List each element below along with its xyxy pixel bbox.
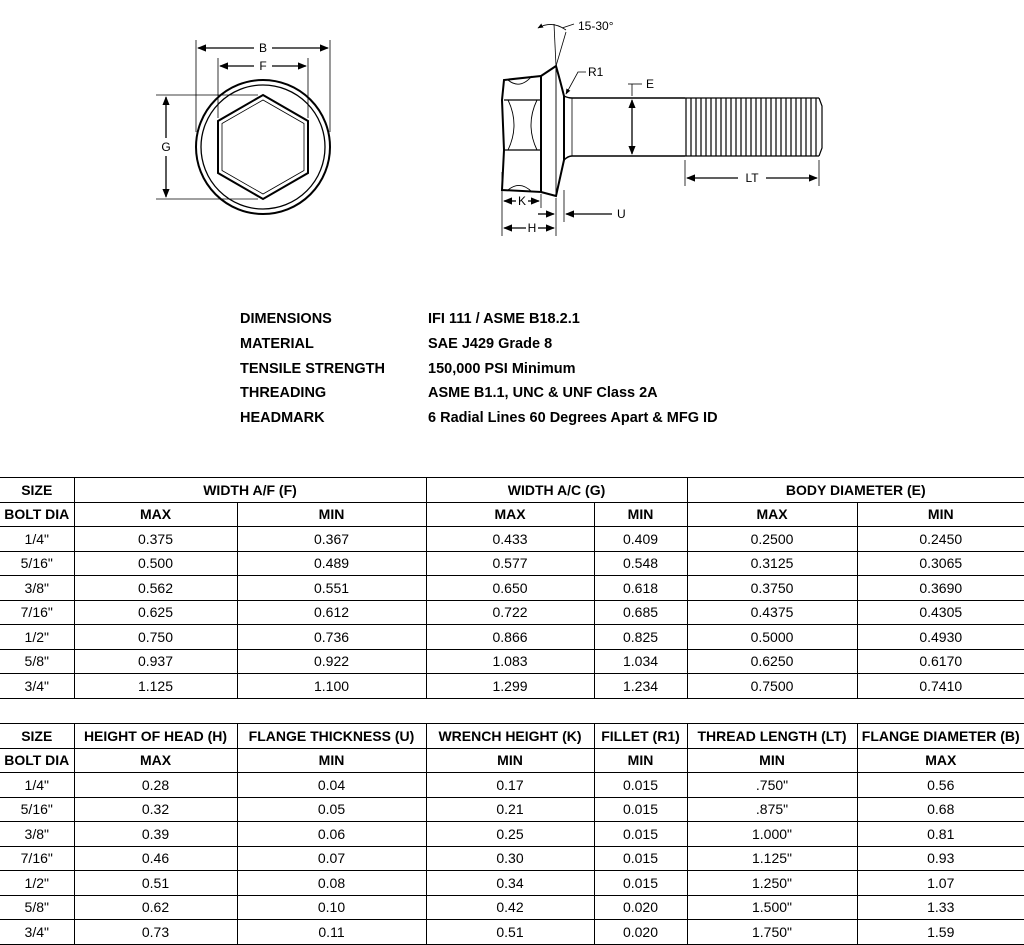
table-cell: 0.07 xyxy=(237,846,426,871)
table-cell: 1.234 xyxy=(594,674,687,699)
table-cell: 0.05 xyxy=(237,797,426,822)
sub-header-row xyxy=(0,502,1024,527)
table-cell: 0.015 xyxy=(594,797,687,822)
table-cell: 0.548 xyxy=(594,551,687,576)
label-h: H xyxy=(527,221,537,235)
table-cell: 0.625 xyxy=(74,600,237,625)
column-header: MAX xyxy=(74,502,237,527)
table-cell: 0.685 xyxy=(594,600,687,625)
table-cell: 1.750" xyxy=(687,920,857,945)
table-row xyxy=(0,576,1024,601)
label-r1: R1 xyxy=(588,65,604,79)
table-cell: 1.000" xyxy=(687,822,857,847)
group-header-row xyxy=(0,478,1024,503)
label-e: E xyxy=(646,77,655,91)
table-cell: 0.7410 xyxy=(857,674,1024,699)
table-cell: 0.34 xyxy=(426,871,594,896)
dimensions-table-head-flange xyxy=(0,723,1024,945)
table-cell: 0.500 xyxy=(74,551,237,576)
body-diameter-header: BODY DIAMETER (E) xyxy=(687,478,1024,503)
flange-bolt-diagram xyxy=(0,0,1024,300)
table-cell: 0.020 xyxy=(594,895,687,920)
table-cell: 1/2" xyxy=(0,871,74,896)
table-row xyxy=(0,600,1024,625)
table-cell: 0.04 xyxy=(237,773,426,798)
column-header: BOLT DIA xyxy=(0,748,74,773)
table-cell: 0.750 xyxy=(74,625,237,650)
spec-value: 150,000 PSI Minimum xyxy=(428,360,576,377)
table-cell: 0.08 xyxy=(237,871,426,896)
column-header: MIN xyxy=(237,748,426,773)
spec-row xyxy=(240,406,718,431)
table-cell: 0.10 xyxy=(237,895,426,920)
thread-length-header: THREAD LENGTH (LT) xyxy=(687,724,857,749)
spec-key: THREADING xyxy=(240,385,327,402)
table-cell: 1.100 xyxy=(237,674,426,699)
table-cell: .875" xyxy=(687,797,857,822)
column-header: MAX xyxy=(74,748,237,773)
specifications-list xyxy=(240,307,718,430)
table-cell: 0.015 xyxy=(594,846,687,871)
spec-row xyxy=(240,356,718,381)
table-row xyxy=(0,871,1024,896)
table-cell: 0.28 xyxy=(74,773,237,798)
table-cell: 1.07 xyxy=(857,871,1024,896)
spec-key: DIMENSIONS xyxy=(240,311,332,328)
table-cell: 0.21 xyxy=(426,797,594,822)
table-cell: 3/4" xyxy=(0,920,74,945)
table-cell: 0.551 xyxy=(237,576,426,601)
table-cell: 0.736 xyxy=(237,625,426,650)
spec-row xyxy=(240,307,718,332)
table-cell: 0.375 xyxy=(74,527,237,552)
label-u: U xyxy=(617,207,626,221)
spec-value: ASME B1.1, UNC & UNF Class 2A xyxy=(428,385,658,402)
table-cell: 0.32 xyxy=(74,797,237,822)
table-cell: 1.33 xyxy=(857,895,1024,920)
column-header: MIN xyxy=(857,502,1024,527)
table-cell: 0.722 xyxy=(426,600,594,625)
table-cell: 3/8" xyxy=(0,822,74,847)
table-cell: 1.125 xyxy=(74,674,237,699)
table-cell: 0.825 xyxy=(594,625,687,650)
column-header: MAX xyxy=(426,502,594,527)
fillet-header: FILLET (R1) xyxy=(594,724,687,749)
table-cell: 0.3065 xyxy=(857,551,1024,576)
size-header: SIZE xyxy=(0,478,74,503)
table-cell: 0.015 xyxy=(594,871,687,896)
table-cell: 0.4375 xyxy=(687,600,857,625)
spec-value: SAE J429 Grade 8 xyxy=(428,336,553,353)
table-cell: 1/2" xyxy=(0,625,74,650)
spec-row xyxy=(240,332,718,357)
column-header: MIN xyxy=(237,502,426,527)
bolt-side-view xyxy=(502,24,822,236)
table-cell: 0.25 xyxy=(426,822,594,847)
table-cell: 0.62 xyxy=(74,895,237,920)
sub-header-row xyxy=(0,748,1024,773)
table-cell: 0.612 xyxy=(237,600,426,625)
table-row xyxy=(0,649,1024,674)
spec-key: HEADMARK xyxy=(240,410,325,427)
table-cell: 0.46 xyxy=(74,846,237,871)
label-f: F xyxy=(259,59,267,73)
table-cell: 1/4" xyxy=(0,527,74,552)
table-cell: 0.30 xyxy=(426,846,594,871)
width-af-header: WIDTH A/F (F) xyxy=(74,478,426,503)
table-cell: 0.3750 xyxy=(687,576,857,601)
column-header: MIN xyxy=(594,502,687,527)
dimensions-table-width-diameter xyxy=(0,477,1024,699)
table-cell: 0.618 xyxy=(594,576,687,601)
table-cell: 1.59 xyxy=(857,920,1024,945)
spec-key: TENSILE STRENGTH xyxy=(240,360,386,377)
table-cell: 1.125" xyxy=(687,846,857,871)
table-cell: 0.93 xyxy=(857,846,1024,871)
column-header: MIN xyxy=(426,748,594,773)
table-row xyxy=(0,551,1024,576)
table-cell: 0.562 xyxy=(74,576,237,601)
table-cell: 0.3690 xyxy=(857,576,1024,601)
label-b: B xyxy=(258,41,268,55)
table-cell: 0.81 xyxy=(857,822,1024,847)
table-cell: 0.433 xyxy=(426,527,594,552)
table-cell: 0.367 xyxy=(237,527,426,552)
table-cell: 5/8" xyxy=(0,649,74,674)
table-row xyxy=(0,674,1024,699)
table-cell: 0.650 xyxy=(426,576,594,601)
table-cell: 0.4930 xyxy=(857,625,1024,650)
spec-value: 6 Radial Lines 60 Degrees Apart & MFG ID xyxy=(428,410,718,427)
table-cell: 0.6170 xyxy=(857,649,1024,674)
head-height-header: HEIGHT OF HEAD (H) xyxy=(74,724,237,749)
table-row xyxy=(0,920,1024,945)
table-cell: 3/8" xyxy=(0,576,74,601)
spec-value: IFI 111 / ASME B18.2.1 xyxy=(428,311,580,328)
table-cell: 0.937 xyxy=(74,649,237,674)
label-angle: 15-30° xyxy=(578,19,614,33)
table-cell: 7/16" xyxy=(0,600,74,625)
width-ac-header: WIDTH A/C (G) xyxy=(426,478,687,503)
table-cell: 0.7500 xyxy=(687,674,857,699)
spec-key: MATERIAL xyxy=(240,336,314,353)
table-cell: 1.500" xyxy=(687,895,857,920)
table-cell: 0.51 xyxy=(74,871,237,896)
table-cell: 0.015 xyxy=(594,822,687,847)
column-header: MIN xyxy=(594,748,687,773)
label-lt: LT xyxy=(745,171,759,185)
table-cell: 0.11 xyxy=(237,920,426,945)
table-cell: .750" xyxy=(687,773,857,798)
table-cell: 1.299 xyxy=(426,674,594,699)
table-cell: 0.4305 xyxy=(857,600,1024,625)
table-cell: 0.6250 xyxy=(687,649,857,674)
table-cell: 5/16" xyxy=(0,551,74,576)
label-k: K xyxy=(517,194,527,208)
wrench-height-header: WRENCH HEIGHT (K) xyxy=(426,724,594,749)
table-row xyxy=(0,895,1024,920)
table-cell: 0.3125 xyxy=(687,551,857,576)
column-header: MIN xyxy=(687,748,857,773)
header-row xyxy=(0,724,1024,749)
spec-row xyxy=(240,381,718,406)
bolt-top-view xyxy=(156,40,330,214)
table-cell: 0.409 xyxy=(594,527,687,552)
table-cell: 0.68 xyxy=(857,797,1024,822)
table-cell: 0.015 xyxy=(594,773,687,798)
table-cell: 0.2500 xyxy=(687,527,857,552)
table-row xyxy=(0,527,1024,552)
table-row xyxy=(0,846,1024,871)
thread xyxy=(685,98,822,156)
table-cell: 1/4" xyxy=(0,773,74,798)
table-cell: 0.577 xyxy=(426,551,594,576)
table-cell: 0.2450 xyxy=(857,527,1024,552)
table-cell: 0.06 xyxy=(237,822,426,847)
table-cell: 0.51 xyxy=(426,920,594,945)
table-cell: 0.489 xyxy=(237,551,426,576)
table-cell: 7/16" xyxy=(0,846,74,871)
table-cell: 0.39 xyxy=(74,822,237,847)
table-cell: 0.5000 xyxy=(687,625,857,650)
table-cell: 0.020 xyxy=(594,920,687,945)
table-cell: 0.42 xyxy=(426,895,594,920)
table-cell: 5/16" xyxy=(0,797,74,822)
table-cell: 0.56 xyxy=(857,773,1024,798)
table-cell: 0.866 xyxy=(426,625,594,650)
column-header: BOLT DIA xyxy=(0,502,74,527)
table-row xyxy=(0,797,1024,822)
size-header: SIZE xyxy=(0,724,74,749)
table-cell: 1.083 xyxy=(426,649,594,674)
table-cell: 1.034 xyxy=(594,649,687,674)
table-row xyxy=(0,773,1024,798)
table-cell: 0.922 xyxy=(237,649,426,674)
table-row xyxy=(0,822,1024,847)
flange-thickness-header: FLANGE THICKNESS (U) xyxy=(237,724,426,749)
table-cell: 5/8" xyxy=(0,895,74,920)
column-header: MAX xyxy=(687,502,857,527)
table-cell: 3/4" xyxy=(0,674,74,699)
flange-diameter-header: FLANGE DIAMETER (B) xyxy=(857,724,1024,749)
table-cell: 0.17 xyxy=(426,773,594,798)
table-cell: 0.73 xyxy=(74,920,237,945)
table-cell: 1.250" xyxy=(687,871,857,896)
table-row xyxy=(0,625,1024,650)
column-header: MAX xyxy=(857,748,1024,773)
label-g: G xyxy=(161,140,171,154)
